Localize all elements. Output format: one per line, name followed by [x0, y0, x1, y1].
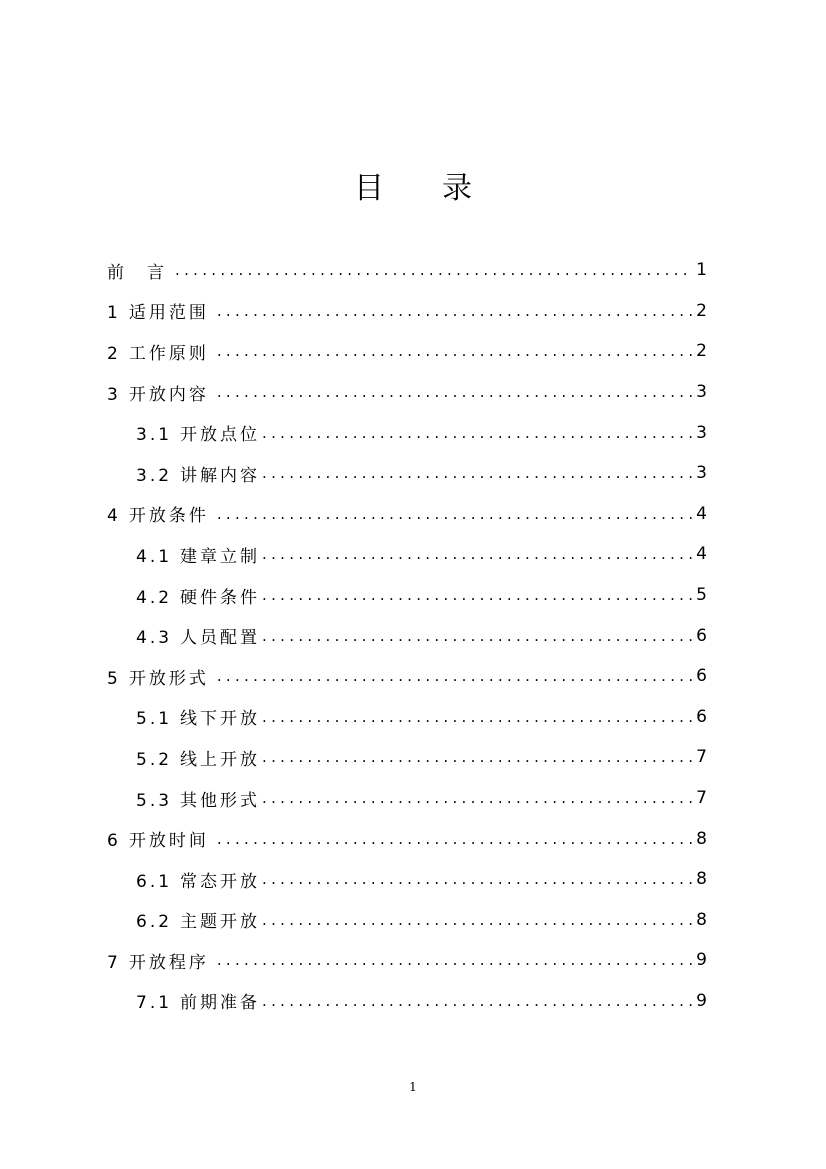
- toc-entry-title: 前 言: [107, 262, 167, 283]
- toc-entry-label: [107, 501, 209, 526]
- toc-entry-number: 6: [107, 831, 121, 852]
- toc-entry[interactable]: [107, 940, 707, 981]
- toc-entry-number: 3.2: [136, 465, 173, 486]
- toc-entry-page: 2: [696, 341, 707, 362]
- toc-entry-title: 讲解内容: [180, 465, 261, 486]
- toc-entry-label: [136, 704, 260, 729]
- toc-entry-title: 工作原则: [128, 343, 209, 364]
- toc-entry-title: 线下开放: [180, 709, 261, 730]
- toc-entry[interactable]: [107, 818, 707, 859]
- toc-entry-title: 适用范围: [128, 303, 209, 324]
- toc-leader-dots: [217, 342, 692, 360]
- toc-entry-page: 5: [696, 585, 707, 606]
- toc-entry-number: 5: [107, 668, 121, 689]
- toc-entry-page: 3: [696, 382, 707, 403]
- toc-subentry[interactable]: [107, 697, 707, 738]
- toc-leader-dots: [262, 545, 692, 563]
- toc-entry-title: 建章立制: [180, 546, 261, 567]
- toc-entry-number: 3.1: [136, 425, 173, 446]
- toc-entry-number: 4.3: [136, 628, 173, 649]
- toc-entry-number: 7.1: [136, 993, 173, 1014]
- toc-entry-title: 主题开放: [180, 912, 261, 933]
- toc-entry-number: 5.2: [136, 749, 173, 770]
- toc-entry-page: 6: [696, 625, 707, 646]
- toc-leader-dots: [262, 627, 692, 645]
- toc-entry-label: [107, 339, 209, 364]
- toc-entry-page: 9: [696, 950, 707, 971]
- toc-entry[interactable]: [107, 331, 707, 372]
- toc-entry-number: 3: [107, 384, 121, 405]
- toc-entry-page: 7: [696, 788, 707, 809]
- toc-subentry[interactable]: [107, 778, 707, 819]
- toc-leader-dots: [262, 424, 692, 442]
- toc-entry[interactable]: [107, 250, 707, 291]
- toc-leader-dots: [262, 748, 692, 766]
- toc-entry-number: 6.1: [136, 871, 173, 892]
- toc-entry-label: [107, 298, 209, 323]
- toc-subentry[interactable]: [107, 737, 707, 778]
- toc-entry-title: 常态开放: [180, 871, 261, 892]
- toc-entry-label: [136, 786, 260, 811]
- toc-entry-page: 3: [696, 422, 707, 443]
- toc-subentry[interactable]: [107, 615, 707, 656]
- toc-leader-dots: [217, 505, 692, 523]
- toc-entry-title: 硬件条件: [180, 587, 261, 608]
- toc-entry[interactable]: [107, 372, 707, 413]
- toc-entry-page: 4: [696, 544, 707, 565]
- toc-entry-label: [107, 664, 209, 689]
- toc-entry-label: [136, 420, 260, 445]
- toc-entry-page: 6: [696, 666, 707, 687]
- toc-subentry[interactable]: [107, 534, 707, 575]
- page-title: 目录: [354, 171, 530, 206]
- toc-entry-title: 开放程序: [128, 952, 209, 973]
- toc-entry-label: [107, 826, 209, 851]
- toc-leader-dots: [217, 951, 692, 969]
- toc-entry[interactable]: [107, 291, 707, 332]
- toc-leader-dots: [217, 302, 692, 320]
- toc-subentry[interactable]: [107, 575, 707, 616]
- toc-entry-number: 4.1: [136, 546, 173, 567]
- toc-entry-number: 7: [107, 952, 121, 973]
- toc-entry-title: 线上开放: [180, 749, 261, 770]
- toc-entry-title: 前期准备: [180, 993, 261, 1014]
- toc-leader-dots: [217, 830, 692, 848]
- toc-leader-dots: [217, 667, 692, 685]
- toc-leader-dots: [175, 261, 692, 279]
- toc-entry-page: 6: [696, 706, 707, 727]
- toc-leader-dots: [262, 911, 692, 929]
- toc-subentry[interactable]: [107, 859, 707, 900]
- toc-entry-number: 1: [107, 303, 121, 324]
- toc-subentry[interactable]: [107, 900, 707, 941]
- toc-entry-label: [136, 867, 260, 892]
- toc-entry-page: 2: [696, 300, 707, 321]
- toc-entry-label: [136, 623, 260, 648]
- toc-entry-label: [107, 258, 167, 283]
- toc-entry-label: [136, 542, 260, 567]
- toc-entry-label: [136, 583, 260, 608]
- toc-entry-page: 7: [696, 747, 707, 768]
- toc-entry-page: 8: [696, 828, 707, 849]
- toc-entry-title: 开放形式: [128, 668, 209, 689]
- toc-entry-page: 4: [696, 503, 707, 524]
- toc-entry-title: 人员配置: [180, 628, 261, 649]
- toc-entry-page: 1: [696, 260, 707, 281]
- toc-entry[interactable]: [107, 656, 707, 697]
- toc-entry-title: 开放时间: [128, 831, 209, 852]
- toc-entry[interactable]: [107, 494, 707, 535]
- toc-entry-title: 开放内容: [128, 384, 209, 405]
- toc-leader-dots: [262, 708, 692, 726]
- toc-entry-title: 开放点位: [180, 425, 261, 446]
- toc-entry-page: 9: [696, 990, 707, 1011]
- toc-entry-number: 5.1: [136, 709, 173, 730]
- toc-subentry[interactable]: [107, 453, 707, 494]
- toc-entry-page: 8: [696, 909, 707, 930]
- page-number: 1: [409, 1080, 417, 1094]
- toc-leader-dots: [262, 992, 692, 1010]
- toc-subentry[interactable]: [107, 412, 707, 453]
- toc-entry-label: [107, 380, 209, 405]
- toc-subentry[interactable]: [107, 981, 707, 1022]
- toc-entry-number: 4.2: [136, 587, 173, 608]
- toc-leader-dots: [262, 586, 692, 604]
- toc-entry-number: 6.2: [136, 912, 173, 933]
- toc-entry-label: [136, 745, 260, 770]
- toc-entry-number: 5.3: [136, 790, 173, 811]
- toc-entry-number: 4: [107, 506, 121, 527]
- toc-entry-title: 其他形式: [180, 790, 261, 811]
- toc-entry-label: [136, 988, 260, 1013]
- toc-entry-page: 3: [696, 463, 707, 484]
- toc-entry-label: [107, 948, 209, 973]
- toc-entry-page: 8: [696, 869, 707, 890]
- toc-leader-dots: [262, 870, 692, 888]
- table-of-contents: [107, 250, 707, 1021]
- toc-leader-dots: [262, 464, 692, 482]
- toc-entry-label: [136, 461, 260, 486]
- toc-leader-dots: [262, 789, 692, 807]
- toc-leader-dots: [217, 383, 692, 401]
- toc-entry-label: [136, 907, 260, 932]
- toc-entry-title: 开放条件: [128, 506, 209, 527]
- toc-entry-number: 2: [107, 343, 121, 364]
